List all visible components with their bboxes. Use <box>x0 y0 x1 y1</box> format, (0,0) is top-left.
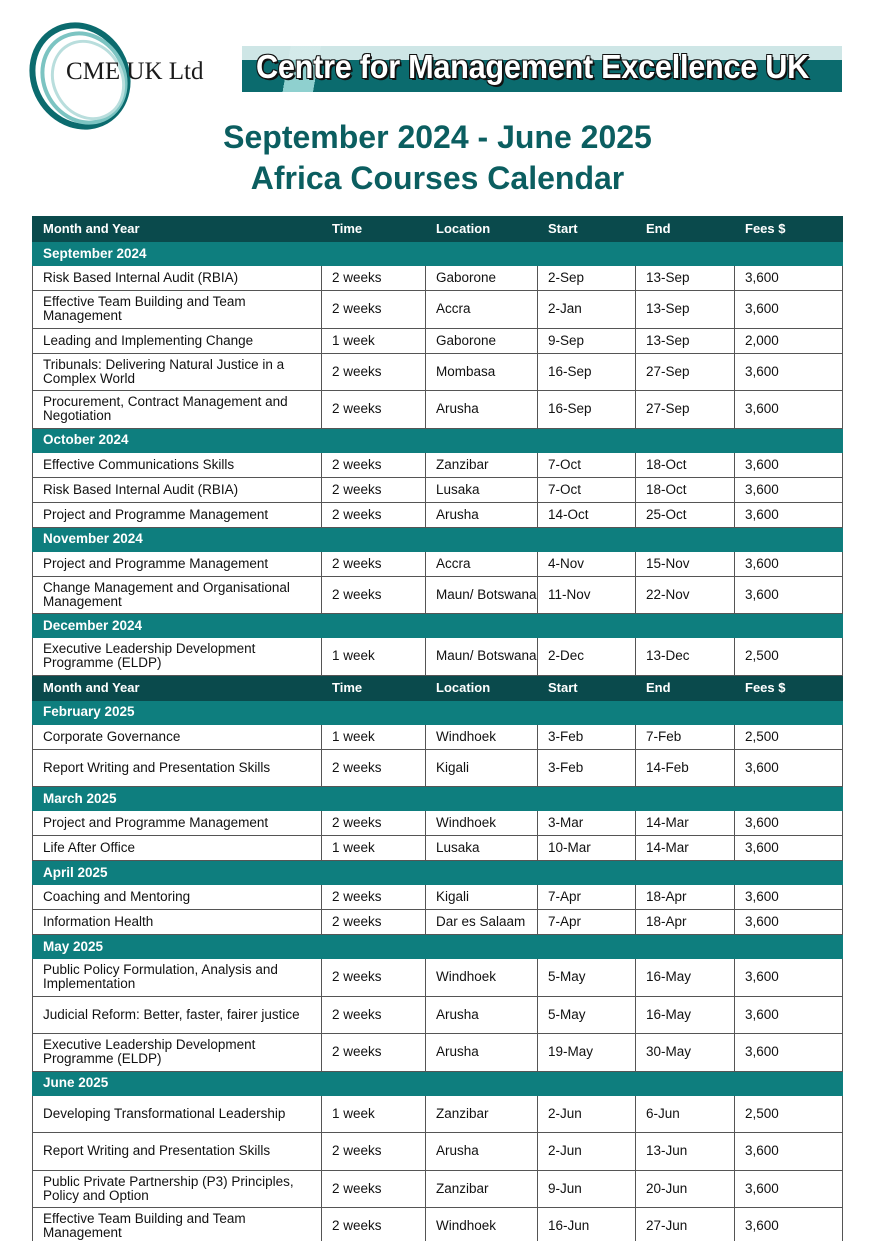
end-cell: 27-Sep <box>636 391 735 429</box>
month-empty-cell <box>735 700 843 724</box>
time-cell: 2 weeks <box>322 1133 426 1171</box>
course-cell: Leading and Implementing Change <box>33 328 322 353</box>
fees-cell: 3,600 <box>735 836 843 861</box>
column-header: Start <box>538 217 636 242</box>
month-row <box>33 935 843 959</box>
fees-cell: 2,500 <box>735 638 843 676</box>
start-cell: 2-Sep <box>538 266 636 291</box>
month-empty-cell <box>322 700 426 724</box>
month-empty-cell <box>322 787 426 811</box>
time-cell: 2 weeks <box>322 502 426 527</box>
column-header: Fees $ <box>735 675 843 700</box>
course-row <box>33 477 843 502</box>
month-empty-cell <box>426 428 538 452</box>
end-cell: 18-Oct <box>636 452 735 477</box>
end-cell: 15-Nov <box>636 551 735 576</box>
time-cell: 2 weeks <box>322 551 426 576</box>
course-cell: Tribunals: Delivering Natural Justice in a Complex World <box>33 353 322 391</box>
column-header: Time <box>322 217 426 242</box>
time-cell: 1 week <box>322 638 426 676</box>
end-cell: 6-Jun <box>636 1095 735 1133</box>
fees-cell: 3,600 <box>735 885 843 910</box>
course-cell: Executive Leadership Development Programme (ELDP) <box>33 638 322 676</box>
month-row <box>33 428 843 452</box>
month-empty-cell <box>538 861 636 885</box>
course-cell: Judicial Reform: Better, faster, fairer justice <box>33 996 322 1034</box>
start-cell: 3-Feb <box>538 724 636 749</box>
end-cell: 27-Sep <box>636 353 735 391</box>
start-cell: 3-Mar <box>538 811 636 836</box>
course-cell: Effective Team Building and Team Management <box>33 1208 322 1241</box>
fees-cell: 3,600 <box>735 452 843 477</box>
month-empty-cell <box>426 935 538 959</box>
course-row <box>33 749 843 787</box>
month-empty-cell <box>322 527 426 551</box>
time-cell: 2 weeks <box>322 910 426 935</box>
start-cell: 7-Oct <box>538 477 636 502</box>
course-cell: Executive Leadership Development Programme (ELDP) <box>33 1034 322 1072</box>
column-header: Month and Year <box>33 217 322 242</box>
course-cell: Report Writing and Presentation Skills <box>33 749 322 787</box>
month-empty-cell <box>636 700 735 724</box>
month-empty-cell <box>426 787 538 811</box>
location-cell: Zanzibar <box>426 1095 538 1133</box>
fees-cell: 3,600 <box>735 910 843 935</box>
month-row <box>33 700 843 724</box>
start-cell: 11-Nov <box>538 576 636 614</box>
fees-cell: 3,600 <box>735 353 843 391</box>
month-empty-cell <box>538 428 636 452</box>
month-empty-cell <box>426 1071 538 1095</box>
fees-cell: 3,600 <box>735 1133 843 1171</box>
column-header: Fees $ <box>735 217 843 242</box>
start-cell: 2-Dec <box>538 638 636 676</box>
cme-logo <box>22 18 232 130</box>
start-cell: 2-Jan <box>538 291 636 329</box>
fees-cell: 2,000 <box>735 328 843 353</box>
courses-table <box>32 216 843 1241</box>
banner-title: Centre for Management Excellence UK <box>256 48 810 85</box>
course-row <box>33 1034 843 1072</box>
course-row <box>33 1170 843 1208</box>
column-header: End <box>636 675 735 700</box>
month-label: December 2024 <box>33 614 322 638</box>
course-row <box>33 638 843 676</box>
month-empty-cell <box>735 935 843 959</box>
course-cell: Coaching and Mentoring <box>33 885 322 910</box>
time-cell: 2 weeks <box>322 452 426 477</box>
month-row <box>33 861 843 885</box>
end-cell: 18-Oct <box>636 477 735 502</box>
course-cell: Effective Communications Skills <box>33 452 322 477</box>
month-empty-cell <box>735 242 843 266</box>
month-row <box>33 787 843 811</box>
course-cell: Project and Programme Management <box>33 811 322 836</box>
start-cell: 5-May <box>538 959 636 997</box>
location-cell: Dar es Salaam <box>426 910 538 935</box>
month-empty-cell <box>636 527 735 551</box>
time-cell: 2 weeks <box>322 1034 426 1072</box>
end-cell: 13-Dec <box>636 638 735 676</box>
month-empty-cell <box>538 1071 636 1095</box>
month-empty-cell <box>735 527 843 551</box>
month-empty-cell <box>636 935 735 959</box>
location-cell: Kigali <box>426 749 538 787</box>
start-cell: 16-Jun <box>538 1208 636 1241</box>
course-row <box>33 576 843 614</box>
month-empty-cell <box>538 242 636 266</box>
fees-cell: 2,500 <box>735 1095 843 1133</box>
month-row <box>33 527 843 551</box>
location-cell: Gaborone <box>426 328 538 353</box>
fees-cell: 2,500 <box>735 724 843 749</box>
course-row <box>33 391 843 429</box>
time-cell: 2 weeks <box>322 266 426 291</box>
course-cell: Life After Office <box>33 836 322 861</box>
start-cell: 9-Jun <box>538 1170 636 1208</box>
end-cell: 16-May <box>636 996 735 1034</box>
course-cell: Change Management and Organisational Management <box>33 576 322 614</box>
course-cell: Corporate Governance <box>33 724 322 749</box>
start-cell: 9-Sep <box>538 328 636 353</box>
fees-cell: 3,600 <box>735 477 843 502</box>
location-cell: Arusha <box>426 391 538 429</box>
time-cell: 2 weeks <box>322 811 426 836</box>
column-header: End <box>636 217 735 242</box>
month-empty-cell <box>735 1071 843 1095</box>
end-cell: 13-Jun <box>636 1133 735 1171</box>
course-cell: Procurement, Contract Management and Negotiation <box>33 391 322 429</box>
location-cell: Arusha <box>426 502 538 527</box>
header-banner <box>242 46 842 92</box>
course-cell: Report Writing and Presentation Skills <box>33 1133 322 1171</box>
month-label: November 2024 <box>33 527 322 551</box>
location-cell: Zanzibar <box>426 452 538 477</box>
end-cell: 27-Jun <box>636 1208 735 1241</box>
course-row <box>33 885 843 910</box>
page-title-dates: September 2024 - June 2025 <box>223 119 652 155</box>
month-label: October 2024 <box>33 428 322 452</box>
month-empty-cell <box>322 614 426 638</box>
course-row <box>33 1095 843 1133</box>
start-cell: 7-Apr <box>538 885 636 910</box>
time-cell: 2 weeks <box>322 477 426 502</box>
location-cell: Windhoek <box>426 1208 538 1241</box>
month-empty-cell <box>735 861 843 885</box>
start-cell: 2-Jun <box>538 1133 636 1171</box>
month-empty-cell <box>538 787 636 811</box>
column-header: Time <box>322 675 426 700</box>
month-label: March 2025 <box>33 787 322 811</box>
location-cell: Kigali <box>426 885 538 910</box>
end-cell: 7-Feb <box>636 724 735 749</box>
table-header-row <box>33 217 843 242</box>
month-empty-cell <box>636 787 735 811</box>
start-cell: 14-Oct <box>538 502 636 527</box>
month-empty-cell <box>636 1071 735 1095</box>
month-row <box>33 614 843 638</box>
location-cell: Maun/ Botswana <box>426 576 538 614</box>
end-cell: 13-Sep <box>636 291 735 329</box>
location-cell: Maun/ Botswana <box>426 638 538 676</box>
time-cell: 1 week <box>322 328 426 353</box>
location-cell: Windhoek <box>426 811 538 836</box>
course-row <box>33 353 843 391</box>
course-row <box>33 1208 843 1241</box>
month-empty-cell <box>322 242 426 266</box>
month-empty-cell <box>538 614 636 638</box>
end-cell: 14-Mar <box>636 836 735 861</box>
end-cell: 20-Jun <box>636 1170 735 1208</box>
month-empty-cell <box>636 428 735 452</box>
location-cell: Zanzibar <box>426 1170 538 1208</box>
end-cell: 18-Apr <box>636 910 735 935</box>
fees-cell: 3,600 <box>735 749 843 787</box>
month-empty-cell <box>322 1071 426 1095</box>
location-cell: Windhoek <box>426 724 538 749</box>
time-cell: 1 week <box>322 836 426 861</box>
course-cell: Public Policy Formulation, Analysis and Implementation <box>33 959 322 997</box>
course-row <box>33 811 843 836</box>
month-row <box>33 1071 843 1095</box>
location-cell: Accra <box>426 291 538 329</box>
start-cell: 3-Feb <box>538 749 636 787</box>
month-empty-cell <box>426 242 538 266</box>
time-cell: 1 week <box>322 1095 426 1133</box>
start-cell: 7-Oct <box>538 452 636 477</box>
course-row <box>33 291 843 329</box>
month-empty-cell <box>538 935 636 959</box>
end-cell: 25-Oct <box>636 502 735 527</box>
time-cell: 2 weeks <box>322 391 426 429</box>
month-label: February 2025 <box>33 700 322 724</box>
course-cell: Project and Programme Management <box>33 502 322 527</box>
location-cell: Arusha <box>426 996 538 1034</box>
month-empty-cell <box>322 935 426 959</box>
course-cell: Developing Transformational Leadership <box>33 1095 322 1133</box>
start-cell: 7-Apr <box>538 910 636 935</box>
location-cell: Lusaka <box>426 836 538 861</box>
course-cell: Public Private Partnership (P3) Principles, Policy and Option <box>33 1170 322 1208</box>
course-row <box>33 836 843 861</box>
month-empty-cell <box>322 428 426 452</box>
location-cell: Lusaka <box>426 477 538 502</box>
location-cell: Gaborone <box>426 266 538 291</box>
fees-cell: 3,600 <box>735 811 843 836</box>
course-row <box>33 910 843 935</box>
fees-cell: 3,600 <box>735 266 843 291</box>
end-cell: 14-Mar <box>636 811 735 836</box>
start-cell: 10-Mar <box>538 836 636 861</box>
location-cell: Mombasa <box>426 353 538 391</box>
month-row <box>33 242 843 266</box>
month-empty-cell <box>735 614 843 638</box>
time-cell: 2 weeks <box>322 1208 426 1241</box>
location-cell: Accra <box>426 551 538 576</box>
fees-cell: 3,600 <box>735 576 843 614</box>
time-cell: 1 week <box>322 724 426 749</box>
course-row <box>33 959 843 997</box>
month-empty-cell <box>426 700 538 724</box>
start-cell: 19-May <box>538 1034 636 1072</box>
page-title-calendar: Africa Courses Calendar <box>250 160 625 196</box>
month-empty-cell <box>426 527 538 551</box>
end-cell: 16-May <box>636 959 735 997</box>
course-row <box>33 551 843 576</box>
course-cell: Risk Based Internal Audit (RBIA) <box>33 266 322 291</box>
time-cell: 2 weeks <box>322 749 426 787</box>
month-empty-cell <box>636 242 735 266</box>
start-cell: 16-Sep <box>538 391 636 429</box>
time-cell: 2 weeks <box>322 291 426 329</box>
month-empty-cell <box>426 861 538 885</box>
fees-cell: 3,600 <box>735 1034 843 1072</box>
course-row <box>33 502 843 527</box>
table-header-row <box>33 675 843 700</box>
end-cell: 14-Feb <box>636 749 735 787</box>
month-label: April 2025 <box>33 861 322 885</box>
month-empty-cell <box>426 614 538 638</box>
time-cell: 2 weeks <box>322 353 426 391</box>
course-row <box>33 328 843 353</box>
course-row <box>33 996 843 1034</box>
column-header: Month and Year <box>33 675 322 700</box>
course-cell: Information Health <box>33 910 322 935</box>
time-cell: 2 weeks <box>322 996 426 1034</box>
location-cell: Arusha <box>426 1133 538 1171</box>
month-label: June 2025 <box>33 1071 322 1095</box>
fees-cell: 3,600 <box>735 291 843 329</box>
month-empty-cell <box>538 700 636 724</box>
course-cell: Risk Based Internal Audit (RBIA) <box>33 477 322 502</box>
course-cell: Effective Team Building and Team Management <box>33 291 322 329</box>
end-cell: 30-May <box>636 1034 735 1072</box>
fees-cell: 3,600 <box>735 502 843 527</box>
location-cell: Arusha <box>426 1034 538 1072</box>
fees-cell: 3,600 <box>735 391 843 429</box>
course-cell: Project and Programme Management <box>33 551 322 576</box>
fees-cell: 3,600 <box>735 959 843 997</box>
logo-text: CME UK Ltd <box>66 58 204 85</box>
column-header: Start <box>538 675 636 700</box>
month-empty-cell <box>322 861 426 885</box>
fees-cell: 3,600 <box>735 1208 843 1241</box>
end-cell: 22-Nov <box>636 576 735 614</box>
month-empty-cell <box>735 787 843 811</box>
fees-cell: 3,600 <box>735 551 843 576</box>
course-row <box>33 1133 843 1171</box>
course-row <box>33 266 843 291</box>
month-empty-cell <box>735 428 843 452</box>
column-header: Location <box>426 217 538 242</box>
start-cell: 5-May <box>538 996 636 1034</box>
end-cell: 13-Sep <box>636 328 735 353</box>
start-cell: 4-Nov <box>538 551 636 576</box>
time-cell: 2 weeks <box>322 885 426 910</box>
fees-cell: 3,600 <box>735 996 843 1034</box>
column-header: Location <box>426 675 538 700</box>
month-label: May 2025 <box>33 935 322 959</box>
course-row <box>33 724 843 749</box>
time-cell: 2 weeks <box>322 959 426 997</box>
start-cell: 16-Sep <box>538 353 636 391</box>
end-cell: 18-Apr <box>636 885 735 910</box>
month-empty-cell <box>538 527 636 551</box>
fees-cell: 3,600 <box>735 1170 843 1208</box>
location-cell: Windhoek <box>426 959 538 997</box>
course-row <box>33 452 843 477</box>
end-cell: 13-Sep <box>636 266 735 291</box>
month-empty-cell <box>636 861 735 885</box>
month-label: September 2024 <box>33 242 322 266</box>
time-cell: 2 weeks <box>322 1170 426 1208</box>
month-empty-cell <box>636 614 735 638</box>
start-cell: 2-Jun <box>538 1095 636 1133</box>
time-cell: 2 weeks <box>322 576 426 614</box>
